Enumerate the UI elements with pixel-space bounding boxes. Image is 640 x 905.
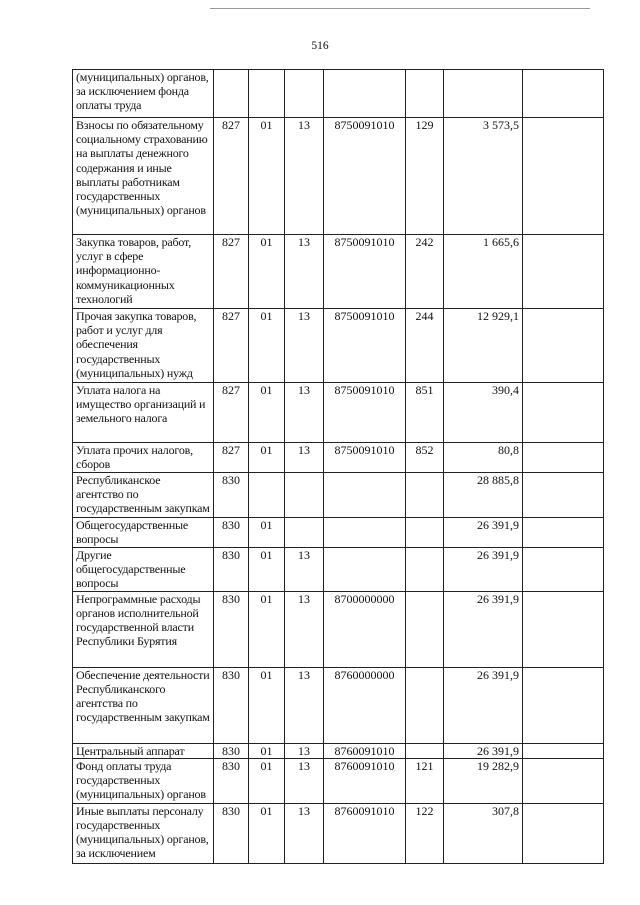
cell-name: Прочая закупка товаров, работ и услуг для обеспечения государственных (муниципальных) нужд	[73, 309, 214, 383]
cell-sum: 26 391,9	[444, 667, 523, 743]
cell-sum: 80,8	[444, 443, 523, 473]
cell-name: Взносы по обязательному социальному страхованию на выплаты денежного содержания и иные выплаты работникам государственных (муниципальных) органов	[73, 118, 214, 235]
cell-name: Закупка товаров, работ, услуг в сфере информационно-коммуникационных технологий	[73, 235, 214, 309]
cell-empty	[523, 548, 604, 592]
cell-empty	[523, 443, 604, 473]
cell-name: Иные выплаты персоналу государственных (муниципальных) органов, за исключением	[73, 803, 214, 863]
cell-rz: 01	[249, 591, 285, 667]
cell-pr: 13	[285, 118, 324, 235]
cell-name: Другие общегосударственные вопросы	[73, 548, 214, 592]
cell-ved: 827	[214, 443, 249, 473]
cell-sum: 26 391,9	[444, 518, 523, 548]
table-row	[73, 803, 604, 863]
cell-pr	[285, 518, 324, 548]
budget-table	[72, 69, 604, 864]
cell-name: Уплата прочих налогов, сборов	[73, 443, 214, 473]
cell-rz: 01	[249, 518, 285, 548]
cell-rz	[249, 70, 285, 118]
cell-vr: 122	[406, 803, 444, 863]
cell-pr: 13	[285, 309, 324, 383]
table-row	[73, 70, 604, 118]
cell-pr: 13	[285, 667, 324, 743]
cell-ved: 830	[214, 758, 249, 803]
cell-vr	[406, 70, 444, 118]
cell-empty	[523, 235, 604, 309]
table-row	[73, 309, 604, 383]
cell-csr	[324, 548, 406, 592]
cell-empty	[523, 803, 604, 863]
cell-ved: 830	[214, 548, 249, 592]
cell-pr: 13	[285, 383, 324, 443]
cell-csr: 8760091010	[324, 743, 406, 758]
cell-vr	[406, 518, 444, 548]
cell-csr: 8750091010	[324, 383, 406, 443]
cell-vr: 121	[406, 758, 444, 803]
cell-vr	[406, 473, 444, 518]
cell-rz: 01	[249, 118, 285, 235]
table-row	[73, 118, 604, 235]
cell-rz	[249, 473, 285, 518]
cell-rz: 01	[249, 309, 285, 383]
cell-pr: 13	[285, 443, 324, 473]
cell-empty	[523, 758, 604, 803]
cell-empty	[523, 473, 604, 518]
cell-vr: 244	[406, 309, 444, 383]
table-row	[73, 667, 604, 743]
cell-sum: 26 391,9	[444, 743, 523, 758]
cell-name: (муниципальных) органов, за исключением фонда оплаты труда	[73, 70, 214, 118]
cell-csr: 8760091010	[324, 803, 406, 863]
table-row	[73, 235, 604, 309]
table-row	[73, 548, 604, 592]
page-number: 516	[311, 40, 329, 52]
cell-pr	[285, 70, 324, 118]
cell-rz: 01	[249, 548, 285, 592]
table-row	[73, 518, 604, 548]
cell-ved: 830	[214, 473, 249, 518]
cell-vr	[406, 743, 444, 758]
table-row	[73, 591, 604, 667]
cell-name: Уплата налога на имущество организаций и земельного налога	[73, 383, 214, 443]
cell-vr: 851	[406, 383, 444, 443]
cell-csr: 8760000000	[324, 667, 406, 743]
cell-empty	[523, 118, 604, 235]
cell-csr	[324, 518, 406, 548]
cell-empty	[523, 383, 604, 443]
cell-vr	[406, 667, 444, 743]
cell-ved: 830	[214, 743, 249, 758]
cell-vr: 852	[406, 443, 444, 473]
cell-vr	[406, 548, 444, 592]
cell-sum: 26 391,9	[444, 548, 523, 592]
table-row	[73, 758, 604, 803]
cell-rz: 01	[249, 803, 285, 863]
cell-sum: 307,8	[444, 803, 523, 863]
cell-sum: 28 885,8	[444, 473, 523, 518]
cell-ved: 830	[214, 803, 249, 863]
cell-pr: 13	[285, 743, 324, 758]
cell-ved: 827	[214, 309, 249, 383]
cell-csr: 8700000000	[324, 591, 406, 667]
cell-csr: 8750091010	[324, 235, 406, 309]
cell-ved: 830	[214, 518, 249, 548]
cell-csr: 8750091010	[324, 118, 406, 235]
cell-name: Республиканское агентство по государственным закупкам	[73, 473, 214, 518]
cell-vr: 129	[406, 118, 444, 235]
cell-sum: 390,4	[444, 383, 523, 443]
cell-pr: 13	[285, 803, 324, 863]
cell-rz: 01	[249, 743, 285, 758]
cell-pr	[285, 473, 324, 518]
cell-empty	[523, 591, 604, 667]
cell-rz: 01	[249, 758, 285, 803]
cell-ved: 830	[214, 591, 249, 667]
cell-empty	[523, 518, 604, 548]
cell-pr: 13	[285, 235, 324, 309]
cell-sum: 3 573,5	[444, 118, 523, 235]
cell-pr: 13	[285, 758, 324, 803]
cell-vr: 242	[406, 235, 444, 309]
cell-rz: 01	[249, 235, 285, 309]
cell-csr	[324, 473, 406, 518]
cell-csr: 8750091010	[324, 443, 406, 473]
scan-top-edge	[210, 8, 590, 9]
cell-csr	[324, 70, 406, 118]
cell-ved: 827	[214, 383, 249, 443]
table-row	[73, 443, 604, 473]
cell-sum	[444, 70, 523, 118]
cell-ved: 827	[214, 118, 249, 235]
cell-sum: 12 929,1	[444, 309, 523, 383]
cell-ved: 827	[214, 235, 249, 309]
cell-empty	[523, 70, 604, 118]
table-row	[73, 743, 604, 758]
cell-csr: 8760091010	[324, 758, 406, 803]
cell-sum: 19 282,9	[444, 758, 523, 803]
cell-ved	[214, 70, 249, 118]
cell-name: Общегосударственные вопросы	[73, 518, 214, 548]
cell-empty	[523, 743, 604, 758]
cell-pr: 13	[285, 548, 324, 592]
cell-sum: 1 665,6	[444, 235, 523, 309]
cell-empty	[523, 667, 604, 743]
table-row	[73, 473, 604, 518]
cell-rz: 01	[249, 667, 285, 743]
cell-name: Обеспечение деятельности Республиканского агентства по государственным закупкам	[73, 667, 214, 743]
cell-name: Непрограммные расходы органов исполнительной государственной власти Республики Бурятия	[73, 591, 214, 667]
cell-pr: 13	[285, 591, 324, 667]
cell-csr: 8750091010	[324, 309, 406, 383]
cell-rz: 01	[249, 383, 285, 443]
cell-sum: 26 391,9	[444, 591, 523, 667]
cell-ved: 830	[214, 667, 249, 743]
cell-rz: 01	[249, 443, 285, 473]
table-row	[73, 383, 604, 443]
cell-name: Фонд оплаты труда государственных (муниципальных) органов	[73, 758, 214, 803]
cell-name: Центральный аппарат	[73, 743, 214, 758]
cell-empty	[523, 309, 604, 383]
cell-vr	[406, 591, 444, 667]
